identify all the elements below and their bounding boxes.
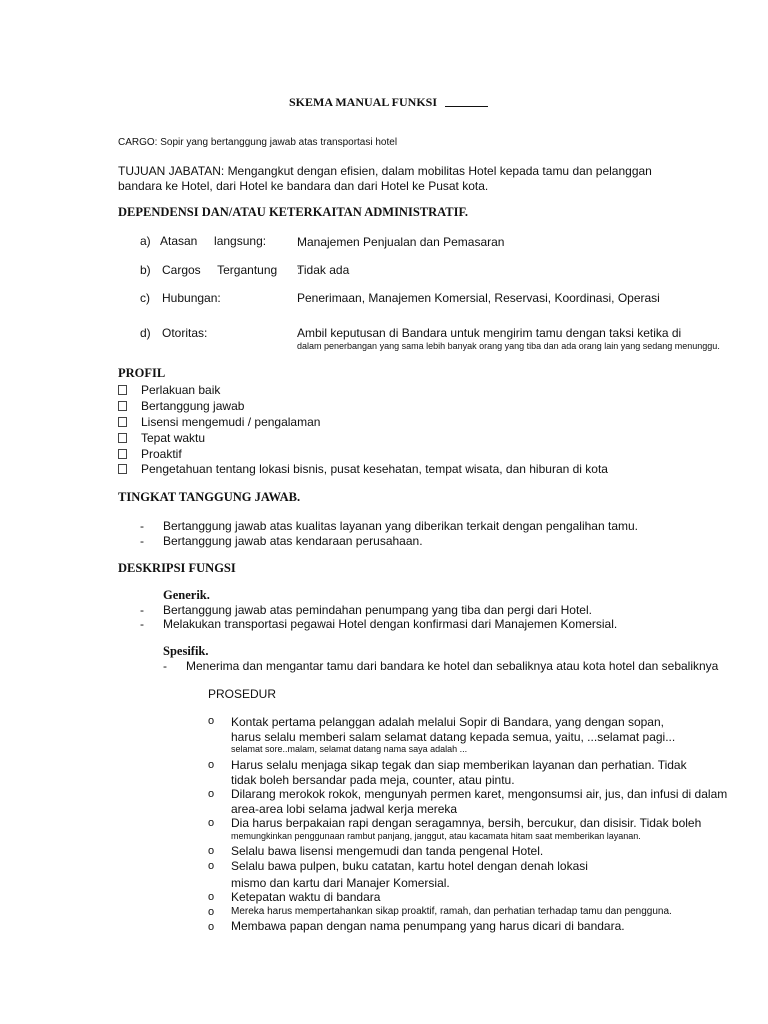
document-title: SKEMA MANUAL FUNKSI (289, 95, 438, 109)
dependensi-letter-d: d) (140, 326, 151, 340)
dependensi-value-a: Manajemen Penjualan dan Pemasaran (297, 235, 505, 249)
checkbox-square-icon (118, 385, 127, 395)
generik-heading: Generik. (163, 588, 210, 602)
profil-item: Lisensi mengemudi / pengalaman (118, 415, 320, 429)
cargo-line: CARGO: Sopir yang bertanggung jawab atas transportasi hotel (118, 137, 398, 148)
prosedur-item-1-line-1: Kontak pertama pelanggan adalah melalui Sopir di Bandara, yang dengan sopan, (231, 715, 664, 729)
profil-item: Proaktif (118, 447, 182, 461)
circle-bullet-icon: o (208, 860, 215, 872)
tujuan-line-1: TUJUAN JABATAN: Mengangkut dengan efisien, dalam mobilitas Hotel kepada tamu dan pelanggan (118, 164, 652, 178)
prosedur-item-2-line-1: Harus selalu menjaga sikap tegak dan siap memberikan layanan dan perhatian. Tidak (231, 758, 687, 772)
tingkat-dash: - (140, 519, 144, 533)
generik-item: Bertanggung jawab atas pemindahan penumpang yang tiba dan pergi dari Hotel. (163, 603, 592, 617)
profil-item: Tepat waktu (118, 431, 205, 445)
checkbox-square-icon (118, 401, 127, 411)
deskripsi-heading: DESKRIPSI FUNGSI (118, 561, 236, 575)
circle-bullet-icon: o (208, 845, 215, 857)
dependensi-label-a: Atasan langsung: (160, 234, 267, 248)
profil-item: Pengetahuan tentang lokasi bisnis, pusat kesehatan, tempat wisata, dan hiburan di kota (118, 462, 608, 476)
prosedur-item-6-line-2: mismo dan kartu dari Manajer Komersial. (231, 876, 450, 890)
generik-dash: - (140, 603, 144, 617)
circle-bullet-icon: o (208, 715, 215, 727)
profil-heading: PROFIL (118, 366, 166, 380)
dependensi-heading: DEPENDENSI DAN/ATAU KETERKAITAN ADMINISTRATIF. (118, 205, 469, 219)
dependensi-letter-c: c) (140, 291, 150, 305)
prosedur-item-4-line-1: Dia harus berpakaian rapi dengan seragamnya, bersih, bercukur, dan disisir. Tidak boleh (231, 816, 702, 830)
tingkat-item: Bertanggung jawab atas kendaraan perusahaan. (163, 534, 423, 548)
prosedur-item-6-line-1: Selalu bawa pulpen, buku catatan, kartu hotel dengan denah lokasi (231, 859, 588, 873)
title-underline (445, 106, 488, 107)
prosedur-item-8: Mereka harus mempertahankan sikap proaktif, ramah, dan perhatian terhadap tamu dan pengguna. (231, 906, 672, 917)
generik-dash: - (140, 617, 144, 631)
circle-bullet-icon: o (208, 891, 215, 903)
dependensi-value-d-cont: dalam penerbangan yang sama lebih banyak orang yang tiba dan ada orang lain yang sedang menunggu. (297, 341, 720, 351)
prosedur-item-5: Selalu bawa lisensi mengemudi dan tanda pengenal Hotel. (231, 844, 544, 858)
prosedur-item-9: Membawa papan dengan nama penumpang yang harus dicari di bandara. (231, 919, 625, 933)
dependensi-letter-b: b) (140, 263, 151, 277)
checkbox-square-icon (118, 449, 127, 459)
prosedur-item-1-line-2: harus selalu memberi salam selamat datang kepada semua, yaitu, ...selamat pagi... (231, 730, 676, 744)
dependensi-label-d: Otoritas: (162, 326, 208, 340)
spesifik-dash: - (163, 659, 167, 673)
dependensi-value-b: Tidak ada (297, 263, 350, 277)
prosedur-heading: PROSEDUR (208, 687, 277, 701)
generik-item: Melakukan transportasi pegawai Hotel dengan konfirmasi dari Manajemen Komersial. (163, 617, 618, 631)
circle-bullet-icon: o (208, 788, 215, 800)
dependensi-letter-a: a) (140, 234, 151, 248)
circle-bullet-icon: o (208, 906, 215, 918)
prosedur-item-1-line-3: selamat sore..malam, selamat datang nama saya adalah ... (231, 744, 468, 754)
dependensi-value-d: Ambil keputusan di Bandara untuk mengirim tamu dengan taksi ketika di (297, 326, 682, 340)
prosedur-item-2-line-2: tidak boleh bersandar pada meja, counter, atau pintu. (231, 773, 515, 787)
spesifik-item: Menerima dan mengantar tamu dari bandara ke hotel dan sebaliknya atau kota hotel dan sebaliknya (186, 659, 719, 673)
tingkat-dash: - (140, 534, 144, 548)
spesifik-heading: Spesifik. (163, 644, 209, 658)
dependensi-label-c: Hubungan: (162, 291, 221, 305)
profil-item: Perlakuan baik (118, 383, 220, 397)
prosedur-item-3-line-1: Dilarang merokok rokok, mengunyah permen karet, mengonsumsi air, jus, dan infusi di dalam (231, 787, 728, 801)
prosedur-item-4-line-2: memungkinkan penggunaan rambut panjang, janggut, atau kacamata hitam saat memberikan layanan. (231, 831, 641, 841)
prosedur-item-7: Ketepatan waktu di bandara (231, 890, 381, 904)
prosedur-item-3-line-2: area-area lobi selama jadwal kerja mereka (231, 802, 458, 816)
dependensi-value-c: Penerimaan, Manajemen Komersial, Reservasi, Koordinasi, Operasi (297, 291, 660, 305)
circle-bullet-icon: o (208, 817, 215, 829)
tujuan-line-2: bandara ke Hotel, dari Hotel ke bandara dan dari Hotel ke Pusat kota. (118, 179, 489, 193)
tingkat-heading: TINGKAT TANGGUNG JAWAB. (118, 490, 301, 504)
circle-bullet-icon: o (208, 759, 215, 771)
checkbox-square-icon (118, 433, 127, 443)
profil-item: Bertanggung jawab (118, 399, 244, 413)
circle-bullet-icon: o (208, 921, 215, 933)
checkbox-square-icon (118, 464, 127, 474)
checkbox-square-icon (118, 417, 127, 427)
tingkat-item: Bertanggung jawab atas kualitas layanan yang diberikan terkait dengan pengalihan tamu. (163, 519, 638, 533)
dependensi-label-b: Cargos Tergantung : (162, 263, 301, 277)
